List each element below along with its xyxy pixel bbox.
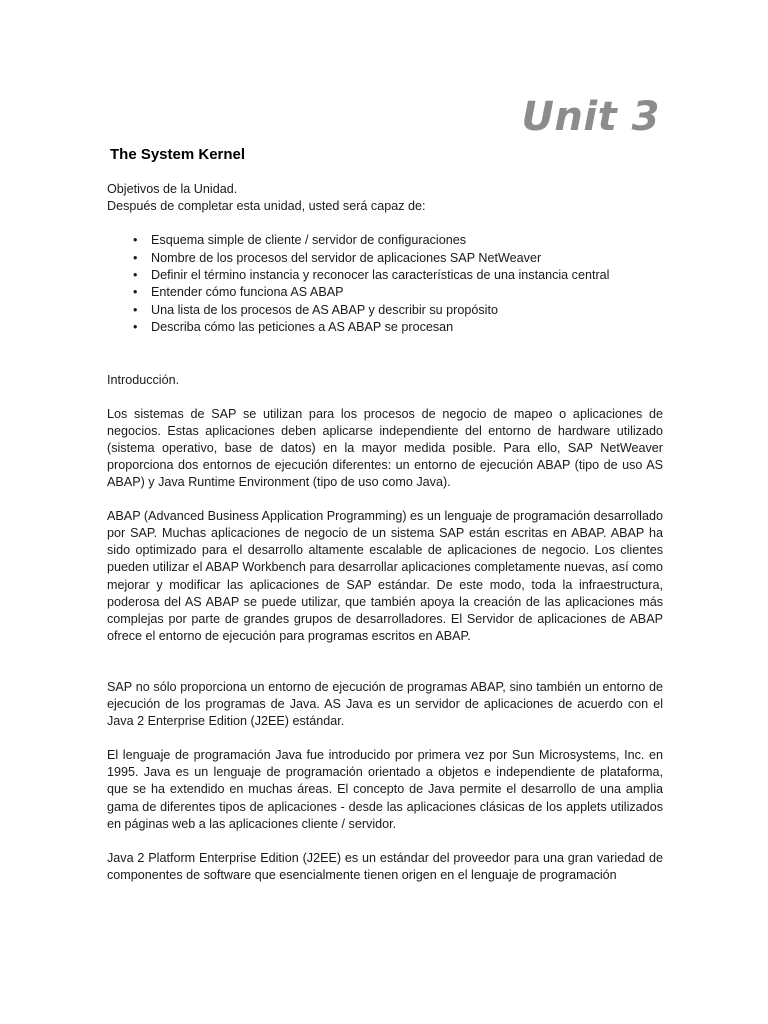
chapter-title: The System Kernel (110, 146, 246, 163)
bullet-icon: • (133, 320, 138, 335)
bullet-icon: • (133, 268, 138, 282)
list-item-text: Una lista de los procesos de AS ABAP y describir su propósito (151, 302, 498, 317)
list-item (107, 319, 663, 336)
objectives-heading: Objetivos de la Unidad. (107, 182, 238, 196)
objectives-lead: Después de completar esta unidad, usted será capaz de: (107, 199, 426, 214)
bullet-icon: • (133, 233, 138, 248)
paragraph: SAP no sólo proporciona un entorno de ejecución de programas ABAP, sino también un entorno de ejecución de los programas de Java. AS Java es un servidor de aplicaciones de acuerdo con el Java 2 Enterprise Edition (J2EE) estándar. (107, 679, 663, 729)
document-body (107, 181, 663, 884)
list-item-text: Esquema simple de cliente / servidor de configuraciones (151, 233, 467, 248)
bullet-icon: • (133, 302, 138, 317)
objectives-list (107, 232, 663, 336)
bullet-icon: • (133, 285, 138, 300)
list-item-text: Entender cómo funciona AS ABAP (151, 285, 344, 300)
list-item (107, 284, 663, 301)
list-item (107, 232, 663, 249)
list-item (107, 267, 663, 284)
paragraph: El lenguaje de programación Java fue introducido por primera vez por Sun Microsystems, Inc. en 1995. Java es un lenguaje de programación orientado a objetos e independiente de plataforma, que se ha extendido en muchas áreas. El concepto de Java permite el desarrollo de una amplia gama de diferentes tipos de aplicaciones - desde las aplicaciones clásicas de los applets utilizados en páginas web a las aplicaciones cliente / servidor. (107, 748, 663, 831)
list-item-text: Describa cómo las peticiones a AS ABAP se procesan (151, 320, 454, 335)
unit-title: Unit 3 (521, 94, 660, 140)
paragraph: Los sistemas de SAP se utilizan para los procesos de negocio de mapeo o aplicaciones de negocios. Estas aplicaciones deben aplicarse independiente del entorno de hardware utilizado (sistema operativo, base de datos) en la mayor medida posible. Para ello, SAP NetWeaver proporciona dos entornos de ejecución diferentes: un entorno de ejecución ABAP (tipo de uso AS ABAP) y Java Runtime Environment (tipo de uso como Java). (107, 406, 663, 490)
bullet-icon: • (133, 250, 138, 265)
paragraph: ABAP (Advanced Business Application Programming) es un lenguaje de programación desarrollado por SAP. Muchas aplicaciones de negocio de un sistema SAP están escritas en ABAP. ABAP ha sido optimizado para el desarrollo altamente escalable de aplicaciones de negocio. Los clientes pueden utilizar el ABAP Workbench para desarrollar aplicaciones completamente nuevas, así como mejorar y modificar las aplicaciones de SAP estándar. De este modo, toda la infraestructura, poderosa del AS ABAP se puede utilizar, que también apoya la creación de las aplicaciones más complejas por parte de grandes grupos de desarrolladores. El Servidor de aplicaciones de ABAP ofrece el entorno de ejecución para programas escritos en ABAP. (107, 509, 663, 643)
list-item-text: Nombre de los procesos del servidor de aplicaciones SAP NetWeaver (151, 250, 542, 265)
paragraph: Java 2 Platform Enterprise Edition (J2EE) es un estándar del proveedor para una gran variedad de componentes de software que esencialmente tienen origen en el lenguaje de programación (107, 850, 663, 882)
intro-heading: Introducción. (107, 372, 180, 387)
list-item-text: Definir el término instancia y reconocer las características de una instancia central (151, 268, 610, 282)
list-item (107, 302, 663, 319)
list-item (107, 250, 663, 267)
